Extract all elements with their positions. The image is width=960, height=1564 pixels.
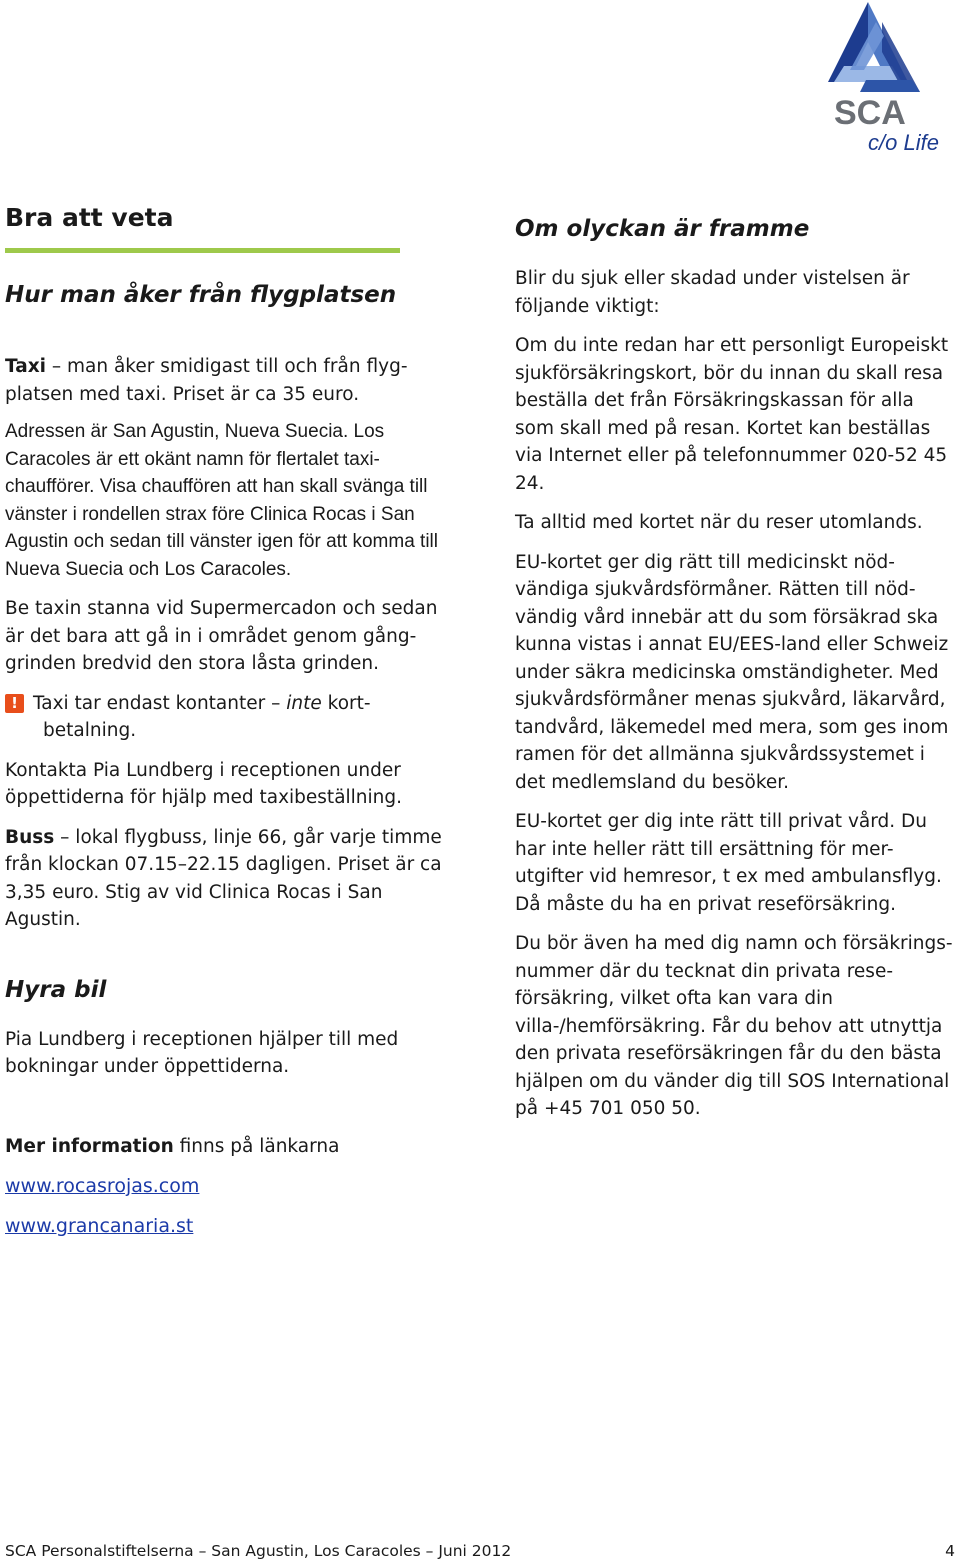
- right-paragraph-3: Ta alltid med kortet när du reser utomlands.: [515, 512, 923, 533]
- car-paragraph: Pia Lundberg i receptionen hjälper till med bokningar under öppettiderna.: [5, 1028, 399, 1077]
- warning-pre: Taxi tar endast kontanter –: [33, 692, 287, 714]
- page-number: 4: [945, 1542, 955, 1560]
- address-paragraph: Adressen är San Agustin, Nueva Suecia. Los Caracoles är ett okänt namn för flertalet taxi-chaufförer. Visa chauffören att han skall svänga till vänster i rondellen strax före Clinica Rocas i San Agustin och sedan till vänster igen för att komma till Nueva Suecia och Los Caracoles.: [5, 421, 438, 580]
- airport-heading: Hur man åker från flygplatsen: [5, 282, 397, 308]
- contact-paragraph: Kontakta Pia Lundberg i receptionen under öppettiderna för hjälp med taxibeställning.: [5, 759, 403, 808]
- bus-label: Buss: [5, 826, 55, 848]
- car-heading: Hyra bil: [5, 976, 107, 1003]
- warning-note: [5, 690, 445, 745]
- section-divider: [5, 248, 400, 253]
- stop-paragraph: Be taxin stanna vid Supermercadon och sedan är det bara att gå in i området genom gång-grinden bredvid den stora låsta grinden.: [5, 598, 438, 674]
- left-column: [5, 200, 445, 1240]
- accident-heading: Om olyckan är framme: [515, 216, 810, 242]
- warning-line2: betalning.: [43, 720, 137, 741]
- more-info-paragraph: [5, 1133, 445, 1161]
- link-rocasrojas-row: [5, 1172, 445, 1200]
- bus-paragraph: [5, 824, 445, 934]
- right-paragraph-2: Om du inte redan har ett personligt Europeiskt sjukförsäkringskort, bör du innan du skall resa beställa det från Försäkringskassan för alla som skall med på resan. Kortet kan beställas via Internet eller på telefonnummer 020-52 45 24.: [515, 335, 949, 494]
- right-column: [515, 213, 955, 1123]
- exclamation-icon: !: [5, 694, 24, 713]
- sca-logo-mark: [820, 0, 945, 158]
- more-info-label: Mer information: [5, 1135, 174, 1157]
- more-info-text: finns på länkarna: [173, 1135, 340, 1157]
- warning-emphasis: inte: [286, 692, 322, 714]
- logo-tagline: c/o Life: [868, 130, 939, 155]
- link-grancanaria-row: [5, 1212, 445, 1240]
- link-grancanaria[interactable]: www.grancanaria.st: [5, 1215, 194, 1237]
- logo-brand: SCA: [834, 94, 906, 132]
- page-footer: [5, 1540, 955, 1562]
- taxi-paragraph: [5, 353, 445, 408]
- taxi-label: Taxi: [5, 356, 46, 377]
- footer-text: SCA Personalstiftelserna – San Agustin, Los Caracoles – Juni 2012: [5, 1542, 512, 1560]
- bus-text: – lokal flygbuss, linje 66, går varje timme från klockan 07.15–22.15 dagligen. Priset är ca 3,35 euro. Stig av vid Clinica Rocas i San Agustin.: [5, 826, 442, 930]
- section-title: Bra att veta: [5, 203, 174, 232]
- warning-line1: [33, 690, 445, 718]
- link-rocasrojas[interactable]: www.rocasrojas.com: [5, 1175, 200, 1197]
- taxi-text: – man åker smidigast till och från flyg-platsen med taxi. Priset är ca 35 euro.: [5, 356, 408, 405]
- right-paragraph-5: EU-kortet ger dig inte rätt till privat vård. Du har inte heller rätt till ersättning för mer-utgifter vid hemresor, t ex med ambulansflyg. Då måste du ha en privat reseförsäkring.: [515, 811, 942, 915]
- right-paragraph-4: EU-kortet ger dig rätt till medicinskt nöd-vändiga sjukvårdsförmåner. Rätten till nöd-vändig vård innebär att du som försäkrad ska kunna vistas i annat EU/EES-land eller Schweiz under säkra medicinska omständigheter. Med sjukvårdsförmåner menas sjukvård, läkarvård, tandvård, läkemedel med mera, som ges inom ramen för det allmänna sjukvårdssystemet i det medlemsland du besöker.: [515, 551, 949, 793]
- warning-post: kort-: [321, 692, 371, 714]
- sca-logo: [820, 0, 945, 158]
- right-paragraph-1: Blir du sjuk eller skadad under vistelsen är följande viktigt:: [515, 268, 910, 317]
- right-paragraph-6: Du bör även ha med dig namn och försäkrings-nummer där du tecknat din privata rese-försäkring, vilket ofta kan vara din villa-/hemförsäkring. Får du behov att utnyttja den privata reseförsäkringen får du den bästa hjälpen om du vänder dig till SOS International på +45 701 050 50.: [515, 933, 953, 1119]
